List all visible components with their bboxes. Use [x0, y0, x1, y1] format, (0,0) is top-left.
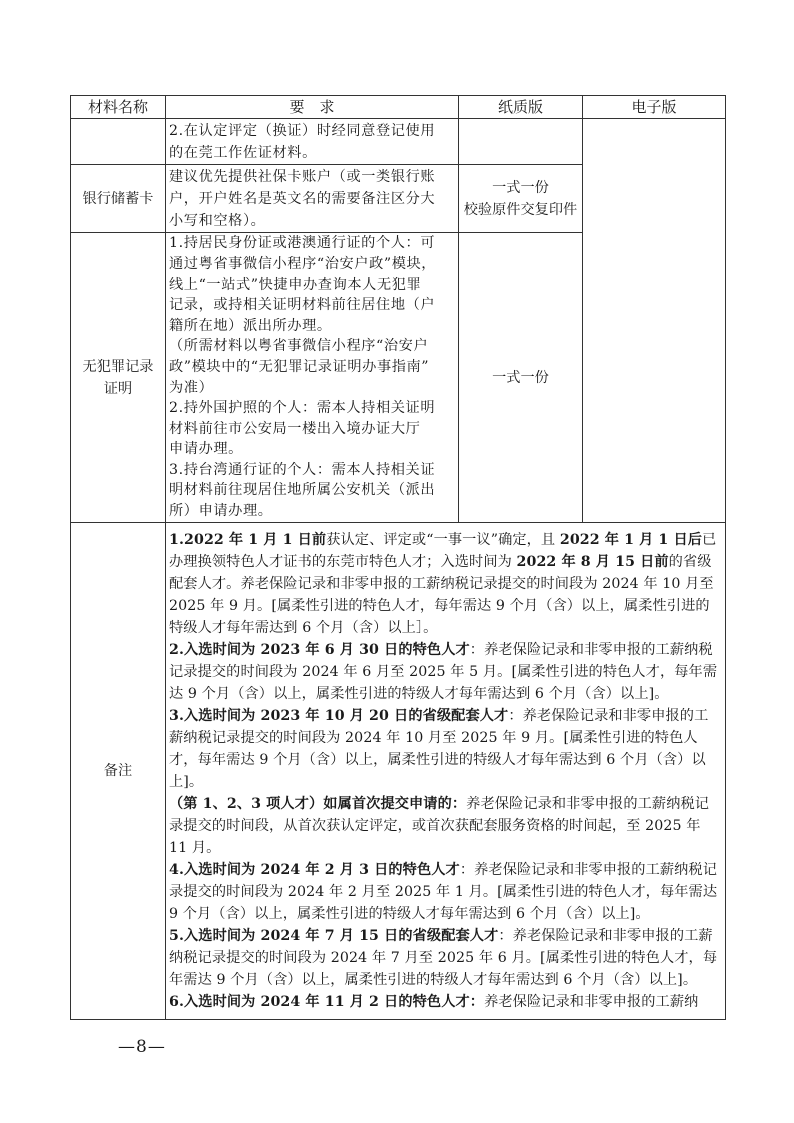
- note-paragraph: （第 1、2、3 项人才）如属首次提交申请的：养老保险记录和非零申报的工薪纳税记录提交的时间段，从首次获认定评定，或首次获配套服务资格的时间起，至 2025 年 11 月。: [169, 796, 710, 856]
- materials-table: [70, 95, 726, 1020]
- header-paper-version: 纸质版: [459, 96, 583, 119]
- header-requirement: 要 求: [166, 96, 459, 119]
- note-paragraph: 3.入选时间为 2023 年 10 月 20 日的省级配套人才：养老保险记录和非零申报的工薪纳税记录提交的时间段为 2024 年 10 月至 2025 年 9 月。[属柔性引进的特色人才，每年需达 9 个月（含）以上，属柔性引进的特级人才每年需达到 6 个月（含）以上]。: [169, 708, 709, 790]
- note-paragraph: 5.入选时间为 2024 年 7 月 15 日的省级配套人才：养老保险记录和非零申报的工薪纳税记录提交的时间段为 2024 年 7 月至 2025 年 6 月。[属柔性引进的特色人才，每年需达 9 个月（含）以上，属柔性引进的特级人才每年需达到 6 个月（含）以上]。: [169, 928, 718, 988]
- header-material-name: 材料名称: [71, 96, 166, 119]
- material-name-cell: 银行储蓄卡: [71, 165, 166, 233]
- material-name-cell: [71, 119, 166, 165]
- requirement-cell: 1.持居民身份证或港澳通行证的个人：可 通过粤省事微信小程序“治安户政”模块， 线上“一站式”快捷申办查询本人无犯罪 记录，或持相关证明材料前往居住地（户 籍所在地）派出所办理。 （所需材料以粤省事微信小程序“治安户 政”模块中的“无犯罪记录证明办事指南” 为准） 2.持外国护照的个人：需本人持相关证明 材料前往市公安局一楼出入境办证大厅 申请办理。 3.持台湾通行证的个人：需本人持相关证 明材料前往现居住地所属公安机关（派出 所）申请办理。: [166, 233, 459, 523]
- note-content: [166, 523, 726, 1020]
- table-row: [71, 119, 726, 165]
- note-paragraph: 1.2022 年 1 月 1 日前获认定、评定或“一事一议”确定，且 2022 年 1 月 1 日后已办理换领特色人才证书的东莞市特色人才；入选时间为 2022 年 8 月 15 日前的省级配套人才。养老保险记录和非零申报的工薪纳税记录提交的时间段为 2024 年 10 月至 2025 年 9 月。[属柔性引进的特色人才，每年需达 9 个月（含）以上，属柔性引进的特级人才每年需达到 6 个月（含）以上］。: [169, 532, 717, 636]
- requirement-cell: 2.在认定评定（换证）时经同意登记使用 的在莞工作佐证材料。: [166, 119, 459, 165]
- electronic-cell: [583, 119, 726, 523]
- header-electronic-version: 电子版: [583, 96, 726, 119]
- paper-cell: 一式一份 校验原件交复印件: [459, 165, 583, 233]
- note-paragraph: 4.入选时间为 2024 年 2 月 3 日的特色人才：养老保险记录和非零申报的工薪纳税记录提交的时间段为 2024 年 2 月至 2025 年 1 月。[属柔性引进的特色人才，每年需达 9 个月（含）以上，属柔性引进的特级人才每年需达到 6 个月（含）以上]。: [169, 862, 718, 922]
- note-row: [71, 523, 726, 1020]
- paper-cell: [459, 119, 583, 165]
- material-name-cell: 无犯罪记录 证明: [71, 233, 166, 523]
- page-number: —8—: [118, 1037, 166, 1057]
- requirement-cell: 建议优先提供社保卡账户（或一类银行账 户，开户姓名是英文名的需要备注区分大 小写和空格）。: [166, 165, 459, 233]
- note-paragraph: 2.入选时间为 2023 年 6 月 30 日的特色人才：养老保险记录和非零申报的工薪纳税记录提交的时间段为 2024 年 6 月至 2025 年 5 月。[属柔性引进的特色人才，每年需达 9 个月（含）以上，属柔性引进的特级人才每年需达到 6 个月（含）以上]。: [169, 642, 718, 702]
- table-header-row: [71, 96, 726, 119]
- note-paragraph: 6.入选时间为 2024 年 11 月 2 日的特色人才：养老保险记录和非零申报的工薪纳: [169, 994, 699, 1010]
- note-label: 备注: [71, 523, 166, 1020]
- paper-cell: 一式一份: [459, 233, 583, 523]
